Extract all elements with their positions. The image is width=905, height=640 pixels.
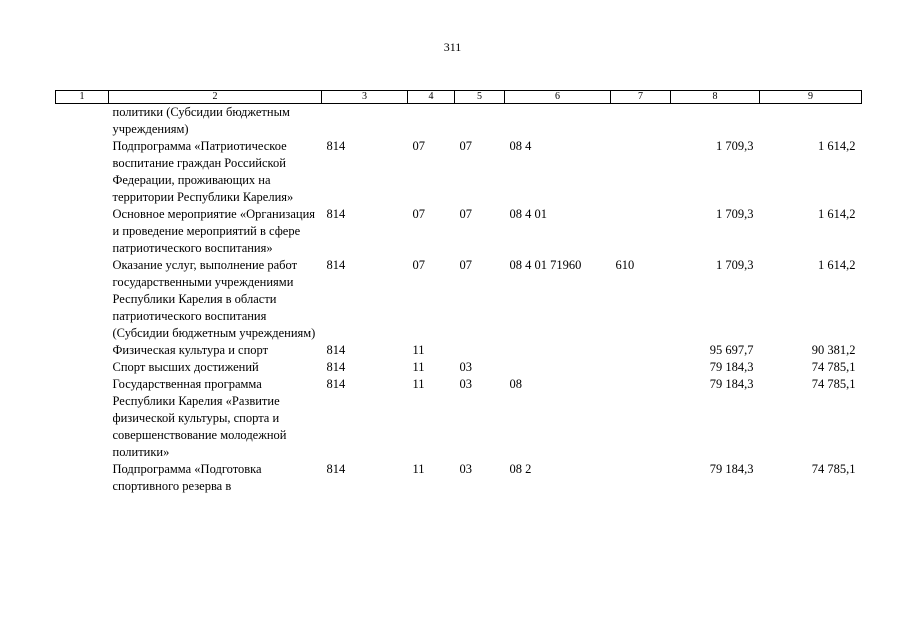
cell-section: 11 (412, 377, 425, 391)
cell-expense-type (611, 359, 671, 376)
cell-subsection (455, 104, 505, 139)
cell-target-article: 08 (509, 377, 522, 391)
cell-index (56, 342, 109, 359)
header-col-6: 6 (505, 91, 611, 104)
cell-name: политики (Субсидии бюджетным учреждениям) (112, 105, 290, 136)
cell-expense-type (611, 206, 671, 257)
cell-index (56, 206, 109, 257)
header-row (56, 91, 862, 104)
cell-name: Государственная программа Республики Карелия «Развитие физической культуры, спорта и совершенствование молодежной политики» (112, 377, 287, 459)
cell-target-article: 08 4 01 (509, 207, 547, 221)
cell-index (56, 359, 109, 376)
cell-amount-col9: 1 614,2 (818, 139, 856, 153)
cell-amount-col8: 79 184,3 (709, 462, 754, 476)
table-row (56, 342, 862, 359)
cell-ministry-code (322, 104, 408, 139)
cell-expense-type: 610 (615, 258, 635, 272)
cell-amount-col8: 1 709,3 (716, 139, 754, 153)
cell-amount-col9: 1 614,2 (818, 207, 856, 221)
page-number: 311 (443, 40, 462, 54)
cell-section: 11 (412, 360, 425, 374)
cell-ministry-code: 814 (326, 360, 346, 374)
header-col-8: 8 (671, 91, 760, 104)
cell-amount-col8 (671, 104, 760, 139)
cell-subsection: 03 (459, 377, 472, 391)
header-col-1: 1 (56, 91, 109, 104)
cell-expense-type (611, 138, 671, 206)
cell-amount-col8: 95 697,7 (709, 343, 754, 357)
cell-index (56, 376, 109, 461)
cell-amount-col9: 74 785,1 (811, 377, 856, 391)
cell-ministry-code: 814 (326, 343, 346, 357)
cell-target-article (505, 104, 611, 139)
cell-target-article: 08 4 01 71960 (509, 258, 582, 272)
cell-amount-col9: 1 614,2 (818, 258, 856, 272)
header-col-7: 7 (611, 91, 671, 104)
cell-expense-type (611, 376, 671, 461)
cell-amount-col8: 1 709,3 (716, 207, 754, 221)
cell-subsection: 07 (459, 258, 472, 272)
cell-expense-type (611, 461, 671, 495)
table-row (56, 104, 862, 139)
cell-target-article: 08 4 (509, 139, 532, 153)
cell-name: Основное мероприятие «Организация и проведение мероприятий в сфере патриотического воспитания» (112, 207, 316, 255)
header-col-4: 4 (408, 91, 455, 104)
table-row (56, 461, 862, 495)
cell-target-article: 08 2 (509, 462, 532, 476)
table-body (56, 104, 862, 496)
budget-table (55, 90, 862, 495)
header-col-5: 5 (455, 91, 505, 104)
cell-name: Оказание услуг, выполнение работ государственными учреждениями Республики Карелия в области патриотического воспитания (Субсидии бюджетным учреждениям) (112, 258, 316, 340)
cell-amount-col9: 90 381,2 (811, 343, 856, 357)
header-col-9: 9 (760, 91, 862, 104)
cell-expense-type (611, 342, 671, 359)
cell-subsection: 07 (459, 139, 472, 153)
cell-section: 07 (412, 207, 425, 221)
cell-index (56, 461, 109, 495)
table-row (56, 359, 862, 376)
cell-index (56, 138, 109, 206)
table-row (56, 257, 862, 342)
cell-section: 07 (412, 258, 425, 272)
cell-expense-type (611, 104, 671, 139)
cell-amount-col9: 74 785,1 (811, 360, 856, 374)
cell-subsection (455, 342, 505, 359)
cell-section: 11 (412, 462, 425, 476)
cell-subsection: 03 (459, 360, 472, 374)
cell-ministry-code: 814 (326, 462, 346, 476)
cell-index (56, 257, 109, 342)
cell-ministry-code: 814 (326, 207, 346, 221)
cell-target-article (505, 359, 611, 376)
cell-name: Подпрограмма «Подготовка спортивного резерва в (112, 462, 262, 493)
cell-name: Спорт высших достижений (112, 360, 259, 374)
cell-target-article (505, 342, 611, 359)
cell-amount-col9 (760, 104, 862, 139)
table-row (56, 206, 862, 257)
table-row (56, 138, 862, 206)
cell-amount-col8: 79 184,3 (709, 360, 754, 374)
table-header (56, 91, 862, 104)
cell-name: Подпрограмма «Патриотическое воспитание граждан Российской Федерации, проживающих на территории Республики Карелия» (112, 139, 294, 204)
cell-subsection: 03 (459, 462, 472, 476)
cell-section (408, 104, 455, 139)
cell-section: 07 (412, 139, 425, 153)
cell-name: Физическая культура и спорт (112, 343, 269, 357)
cell-amount-col9: 74 785,1 (811, 462, 856, 476)
header-col-3: 3 (322, 91, 408, 104)
cell-ministry-code: 814 (326, 139, 346, 153)
cell-subsection: 07 (459, 207, 472, 221)
header-col-2: 2 (109, 91, 322, 104)
cell-index (56, 104, 109, 139)
cell-amount-col8: 79 184,3 (709, 377, 754, 391)
cell-ministry-code: 814 (326, 258, 346, 272)
cell-amount-col8: 1 709,3 (716, 258, 754, 272)
cell-section: 11 (412, 343, 425, 357)
cell-ministry-code: 814 (326, 377, 346, 391)
table-row (56, 376, 862, 461)
